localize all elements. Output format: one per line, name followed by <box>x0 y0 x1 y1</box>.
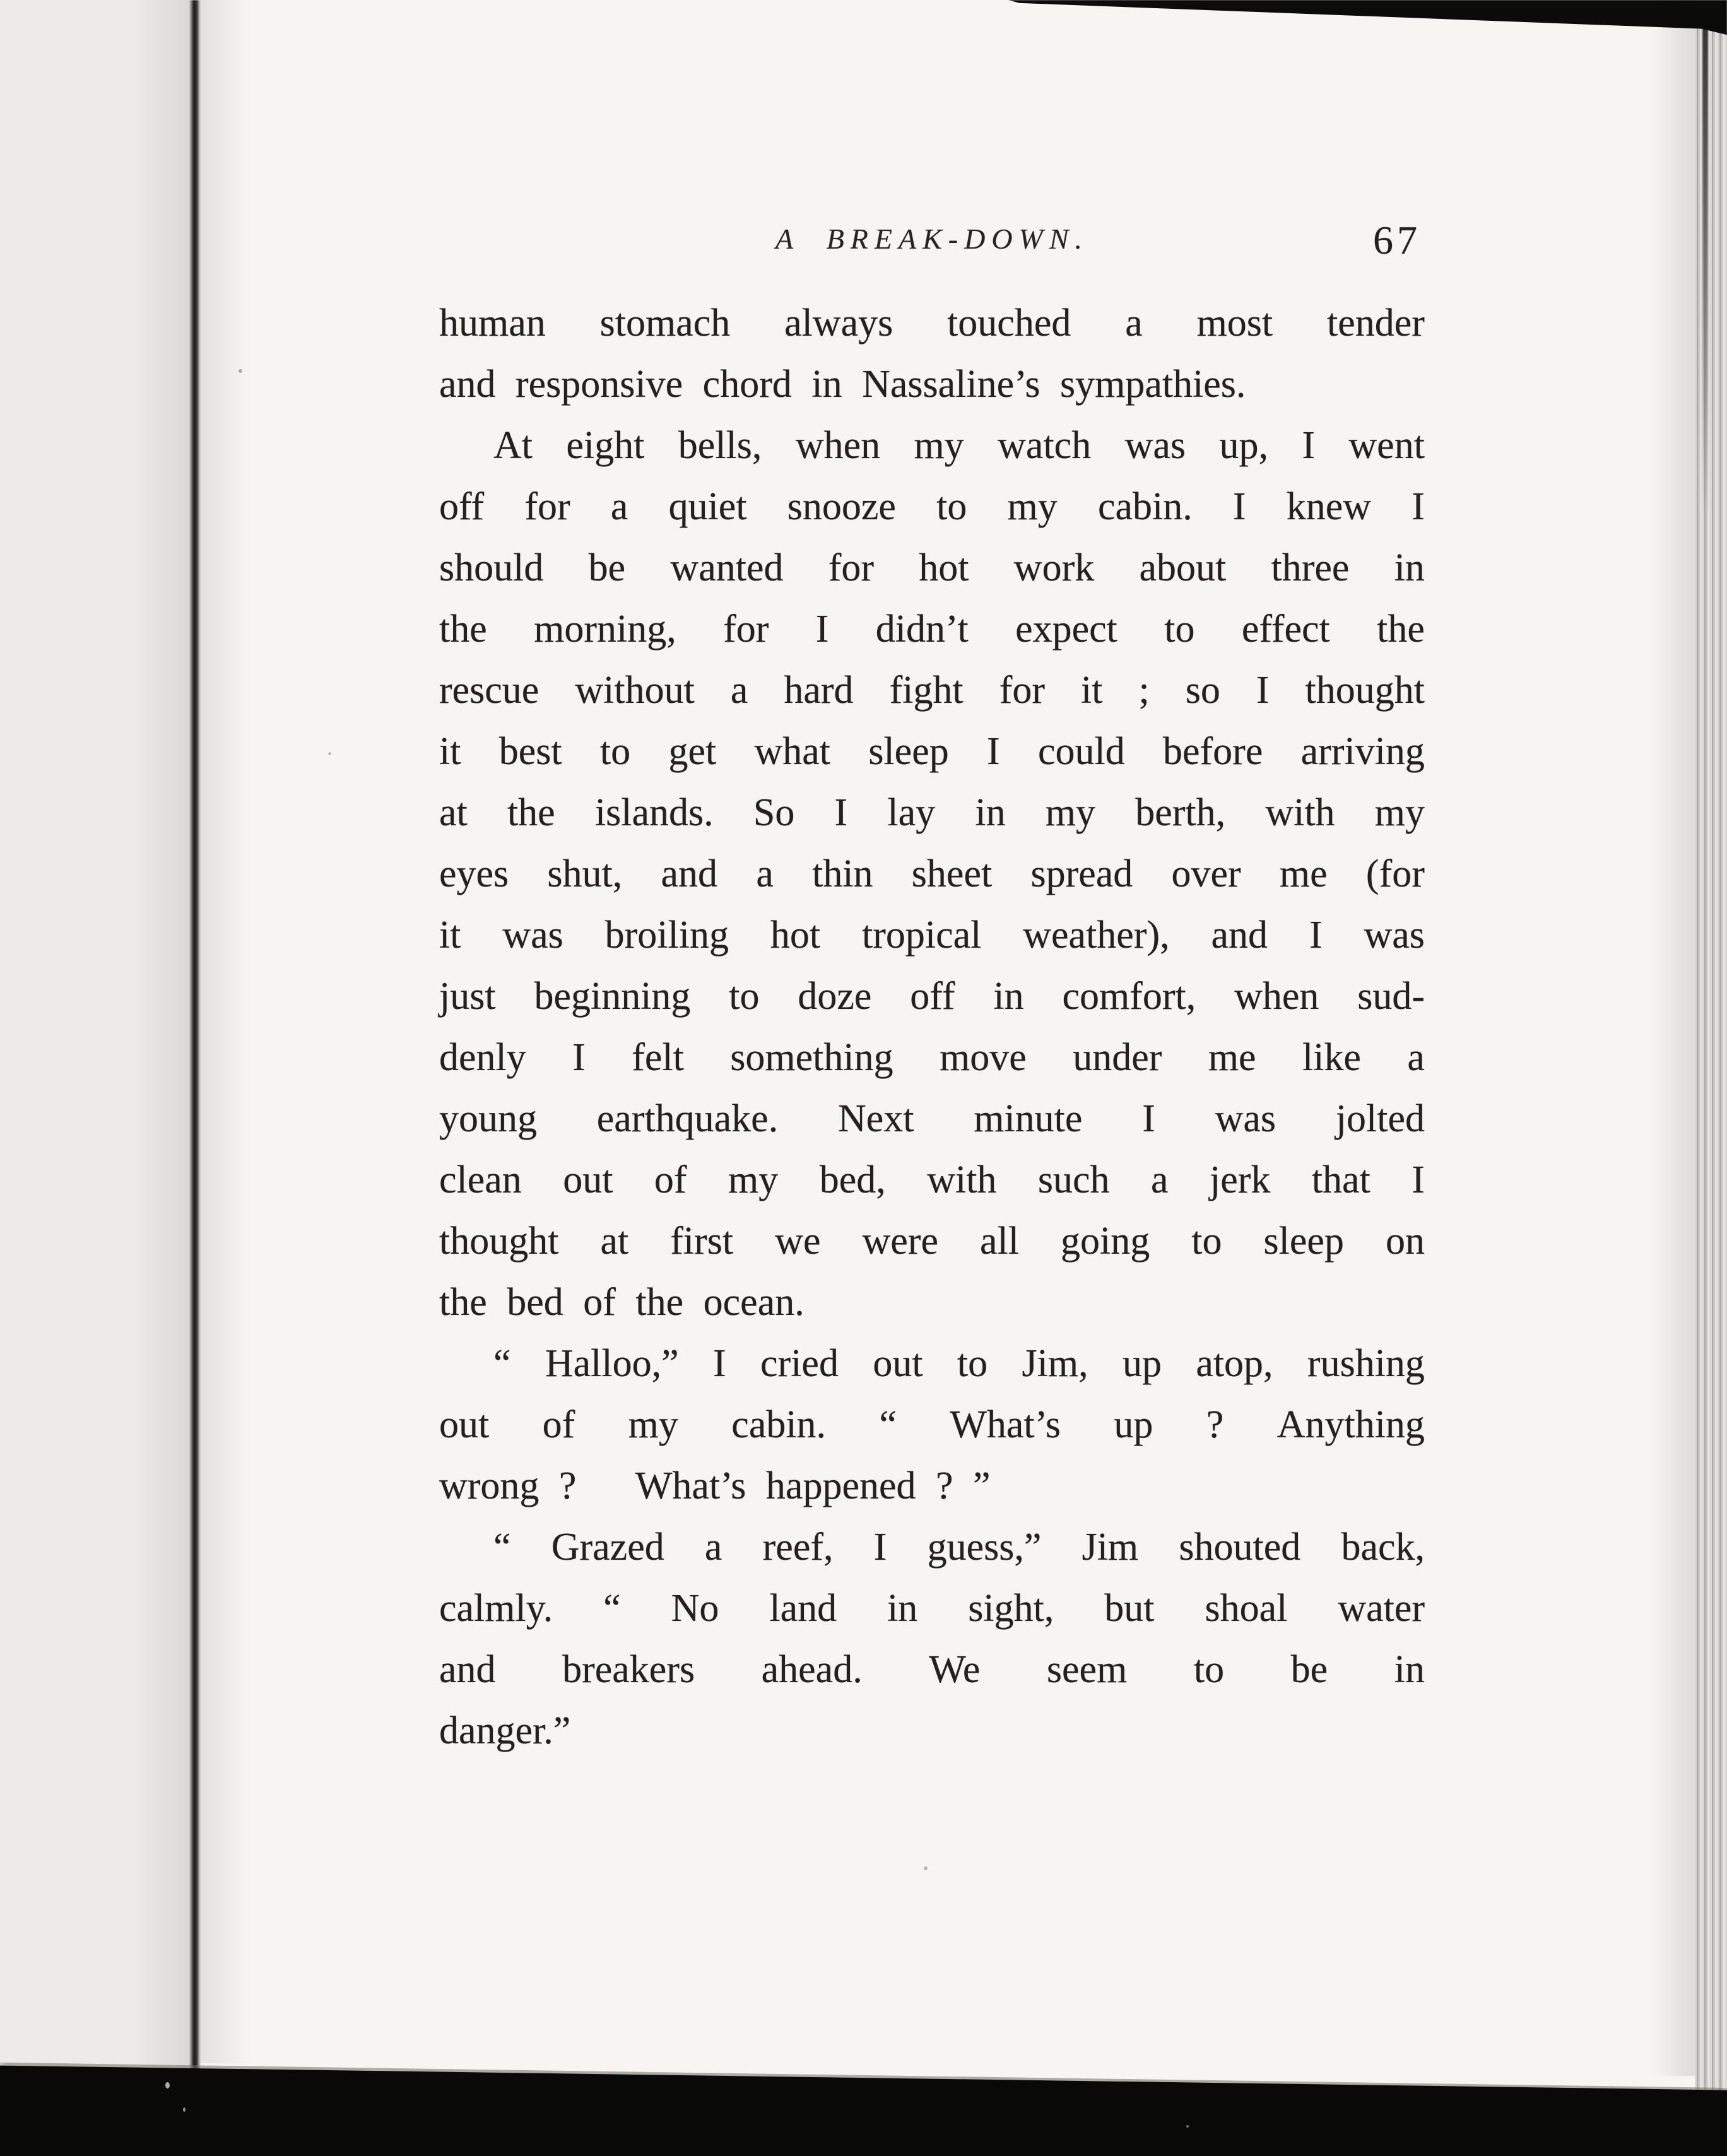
word: At <box>493 424 533 467</box>
word: without <box>575 669 695 712</box>
word: a <box>1125 302 1143 345</box>
word: Jim <box>1082 1526 1139 1569</box>
word: of <box>654 1158 687 1201</box>
word: I <box>873 1526 887 1569</box>
text-line <box>439 293 1425 354</box>
word: first <box>670 1220 734 1263</box>
word: water <box>1338 1587 1425 1630</box>
word: (for <box>1365 852 1425 895</box>
word: islands. <box>594 791 714 834</box>
word: a <box>704 1526 722 1569</box>
word: watch <box>998 424 1092 467</box>
word: at <box>439 791 468 834</box>
word: I <box>1256 669 1270 712</box>
word: out <box>563 1158 613 1201</box>
word: bed, <box>819 1158 886 1201</box>
text-line <box>439 844 1425 905</box>
scratch-speck <box>1186 2125 1189 2128</box>
text-line <box>439 1639 1425 1700</box>
word: should <box>439 546 544 589</box>
word: sud- <box>1357 975 1425 1018</box>
word: when <box>1234 975 1319 1018</box>
word: eyes <box>439 852 509 895</box>
word: I <box>1232 485 1246 528</box>
word: Anything <box>1276 1403 1425 1446</box>
word: out <box>873 1342 923 1385</box>
word: for <box>828 546 875 589</box>
word: my <box>1374 791 1425 834</box>
word: was <box>1124 424 1186 467</box>
text-line <box>439 476 1425 538</box>
word: we <box>775 1220 821 1263</box>
word: on <box>1385 1220 1425 1263</box>
word: the <box>439 608 487 651</box>
word: under <box>1073 1036 1162 1079</box>
word: knew <box>1286 485 1372 528</box>
scanner-background-bottom <box>0 2044 1727 2156</box>
word: tender <box>1327 302 1425 345</box>
word: bells, <box>678 424 762 467</box>
word: arriving <box>1300 730 1425 773</box>
word: rushing <box>1307 1342 1425 1385</box>
word: before <box>1163 730 1263 773</box>
word: calmly. <box>439 1587 553 1630</box>
word: I <box>1142 1097 1155 1140</box>
word: shut, <box>547 852 623 895</box>
word: thought <box>439 1220 559 1263</box>
word: to <box>936 485 967 528</box>
word: a <box>730 669 748 712</box>
text-line <box>439 1517 1425 1578</box>
left-page-edge <box>0 0 191 2156</box>
dust-speck <box>924 1866 928 1870</box>
text-line: danger.” <box>439 1709 571 1752</box>
word: seem <box>1046 1648 1128 1691</box>
word: my <box>1045 791 1096 834</box>
word: back, <box>1341 1526 1425 1569</box>
word: cried <box>760 1342 839 1385</box>
scratch-speck <box>183 2107 186 2112</box>
word: Jim, <box>1022 1342 1088 1385</box>
text-line <box>439 905 1425 966</box>
word: for <box>524 485 570 528</box>
word: doze <box>798 975 872 1018</box>
word: be <box>1290 1648 1328 1691</box>
word: “ <box>879 1403 897 1446</box>
word: three <box>1271 546 1350 589</box>
word: the <box>1377 608 1425 651</box>
word: a <box>1151 1158 1169 1201</box>
word: be <box>588 546 626 589</box>
word: of <box>542 1403 575 1446</box>
word: and <box>1211 914 1268 957</box>
word: it <box>439 730 461 773</box>
word: in <box>1394 546 1425 589</box>
word: up <box>1114 1403 1153 1446</box>
word: off <box>439 485 485 528</box>
word: eight <box>566 424 645 467</box>
word: sleep <box>868 730 949 773</box>
word: felt <box>632 1036 684 1079</box>
word: in <box>887 1587 918 1630</box>
word: in <box>975 791 1006 834</box>
word: Grazed <box>551 1526 664 1569</box>
word: “ <box>493 1526 511 1569</box>
word: tropical <box>862 914 982 957</box>
word: just <box>439 975 496 1018</box>
word: it <box>439 914 461 957</box>
word: I <box>1309 914 1323 957</box>
word: hot <box>919 546 969 589</box>
word: ? <box>1206 1403 1224 1446</box>
word: snooze <box>787 485 896 528</box>
word: I <box>1302 424 1315 467</box>
word: going <box>1061 1220 1150 1263</box>
word: something <box>730 1036 893 1079</box>
word: to <box>599 730 631 773</box>
word: what <box>754 730 831 773</box>
word: land <box>769 1587 837 1630</box>
word: guess,” <box>927 1526 1042 1569</box>
word: clean <box>439 1158 522 1201</box>
word: to <box>729 975 760 1018</box>
text-line <box>439 599 1425 660</box>
word: So <box>753 791 795 834</box>
word: We <box>929 1648 981 1691</box>
word: such <box>1037 1158 1110 1201</box>
word: hard <box>784 669 854 712</box>
word: was <box>502 914 563 957</box>
word: all <box>980 1220 1019 1263</box>
word: Next <box>837 1097 914 1140</box>
word: What’s <box>950 1403 1061 1446</box>
text-line <box>439 966 1425 1027</box>
word: most <box>1196 302 1273 345</box>
word: earthquake. <box>596 1097 779 1140</box>
word: stomach <box>599 302 731 345</box>
page-edge-line <box>1702 21 1708 514</box>
word: wanted <box>670 546 784 589</box>
word: I <box>572 1036 586 1079</box>
word: with <box>927 1158 997 1201</box>
word: didn’t <box>875 608 969 651</box>
text-line <box>439 1211 1425 1272</box>
word: my <box>628 1403 678 1446</box>
word: shoal <box>1205 1587 1288 1630</box>
word: jolted <box>1335 1097 1425 1140</box>
word: atop, <box>1196 1342 1273 1385</box>
text-line: and responsive chord in Nassaline’s sympathies. <box>439 363 1246 406</box>
word: No <box>671 1587 719 1630</box>
word: the <box>507 791 555 834</box>
text-line <box>439 1150 1425 1211</box>
word: rescue <box>439 669 539 712</box>
word: always <box>784 302 893 345</box>
word: reef, <box>762 1526 834 1569</box>
word: work <box>1013 546 1095 589</box>
word: cabin. <box>731 1403 827 1446</box>
word: a <box>1407 1036 1425 1079</box>
scratch-speck <box>165 2082 170 2088</box>
word: and <box>439 1648 496 1691</box>
word: ahead. <box>761 1648 863 1691</box>
word: shouted <box>1179 1526 1301 1569</box>
word: me <box>1208 1036 1256 1079</box>
word: young <box>439 1097 537 1140</box>
text-line <box>439 538 1425 599</box>
word: hot <box>770 914 821 957</box>
word: “ <box>603 1587 621 1630</box>
word: human <box>439 302 546 345</box>
word: I <box>713 1342 726 1385</box>
word: berth, <box>1135 791 1226 834</box>
text-line <box>439 782 1425 844</box>
word: for <box>999 669 1045 712</box>
book-spine-shadow <box>190 0 200 2082</box>
page-number: 67 <box>1373 218 1421 262</box>
word: when <box>795 424 881 467</box>
chapter-title: A BREAK-DOWN. <box>775 223 1089 255</box>
dust-speck <box>239 369 242 373</box>
word: went <box>1348 424 1425 467</box>
word: were <box>862 1220 938 1263</box>
word: fight <box>889 669 964 712</box>
word: cabin. <box>1097 485 1193 528</box>
text-line <box>439 1394 1425 1456</box>
word: comfort, <box>1062 975 1196 1018</box>
word: out <box>439 1403 490 1446</box>
word: it <box>1081 669 1103 712</box>
word: in <box>1394 1648 1425 1691</box>
word: about <box>1139 546 1227 589</box>
text-line <box>439 415 1425 476</box>
word: with <box>1265 791 1335 834</box>
word: I <box>1412 485 1425 528</box>
word: effect <box>1241 608 1330 651</box>
word: broiling <box>604 914 729 957</box>
word: over <box>1171 852 1241 895</box>
word: could <box>1037 730 1125 773</box>
page-stack-edges <box>1695 18 1727 2094</box>
word: sight, <box>968 1587 1054 1630</box>
word: breakers <box>562 1648 695 1691</box>
word: that <box>1311 1158 1370 1201</box>
text-line <box>439 721 1425 782</box>
word: I <box>987 730 1000 773</box>
word: up, <box>1219 424 1268 467</box>
word: and <box>661 852 718 895</box>
word: I <box>834 791 848 834</box>
word: my <box>914 424 964 467</box>
word: me <box>1279 852 1328 895</box>
word: to <box>1164 608 1195 651</box>
word: jerk <box>1209 1158 1271 1201</box>
word: at <box>600 1220 629 1263</box>
word: but <box>1104 1587 1155 1630</box>
word: sheet <box>911 852 993 895</box>
word: to <box>1191 1220 1222 1263</box>
word: to <box>957 1342 988 1385</box>
word: thought <box>1305 669 1425 712</box>
word: lay <box>887 791 936 834</box>
word: spread <box>1030 852 1133 895</box>
page-curl-shading <box>1651 0 1695 2076</box>
word: up <box>1122 1342 1162 1385</box>
word: I <box>815 608 829 651</box>
word: for <box>723 608 769 651</box>
word: quiet <box>668 485 747 528</box>
running-header <box>439 218 1425 271</box>
word: “ <box>493 1342 511 1385</box>
word: off <box>910 975 955 1018</box>
text-line: the bed of the ocean. <box>439 1281 805 1324</box>
word: get <box>668 730 717 773</box>
text-line <box>439 1027 1425 1088</box>
word: a <box>610 485 628 528</box>
text-line <box>439 660 1425 721</box>
word: expect <box>1015 608 1117 651</box>
word: beginning <box>534 975 691 1018</box>
word: morning, <box>534 608 676 651</box>
word: I <box>1412 1158 1425 1201</box>
text-line <box>439 1088 1425 1150</box>
word: touched <box>947 302 1071 345</box>
body-text <box>439 293 1425 1762</box>
word: my <box>728 1158 779 1201</box>
word: in <box>993 975 1024 1018</box>
word: like <box>1302 1036 1361 1079</box>
word: a <box>756 852 774 895</box>
text-line <box>439 1333 1425 1394</box>
word: was <box>1215 1097 1276 1140</box>
scanner-shadow-top <box>1008 0 1727 38</box>
dust-speck <box>328 752 331 755</box>
word: to <box>1193 1648 1225 1691</box>
word: thin <box>812 852 873 895</box>
word: ; <box>1138 669 1150 712</box>
text-line <box>439 1578 1425 1639</box>
word: best <box>498 730 562 773</box>
word: sleep <box>1263 1220 1344 1263</box>
word: my <box>1007 485 1058 528</box>
word: was <box>1364 914 1425 957</box>
word: move <box>940 1036 1027 1079</box>
text-line: wrong ? What’s happened ? ” <box>439 1464 991 1507</box>
word: denly <box>439 1036 526 1079</box>
gutter-shading <box>200 0 251 2063</box>
word: so <box>1185 669 1220 712</box>
word: minute <box>974 1097 1083 1140</box>
word: weather), <box>1023 914 1170 957</box>
word: Halloo,” <box>545 1342 679 1385</box>
